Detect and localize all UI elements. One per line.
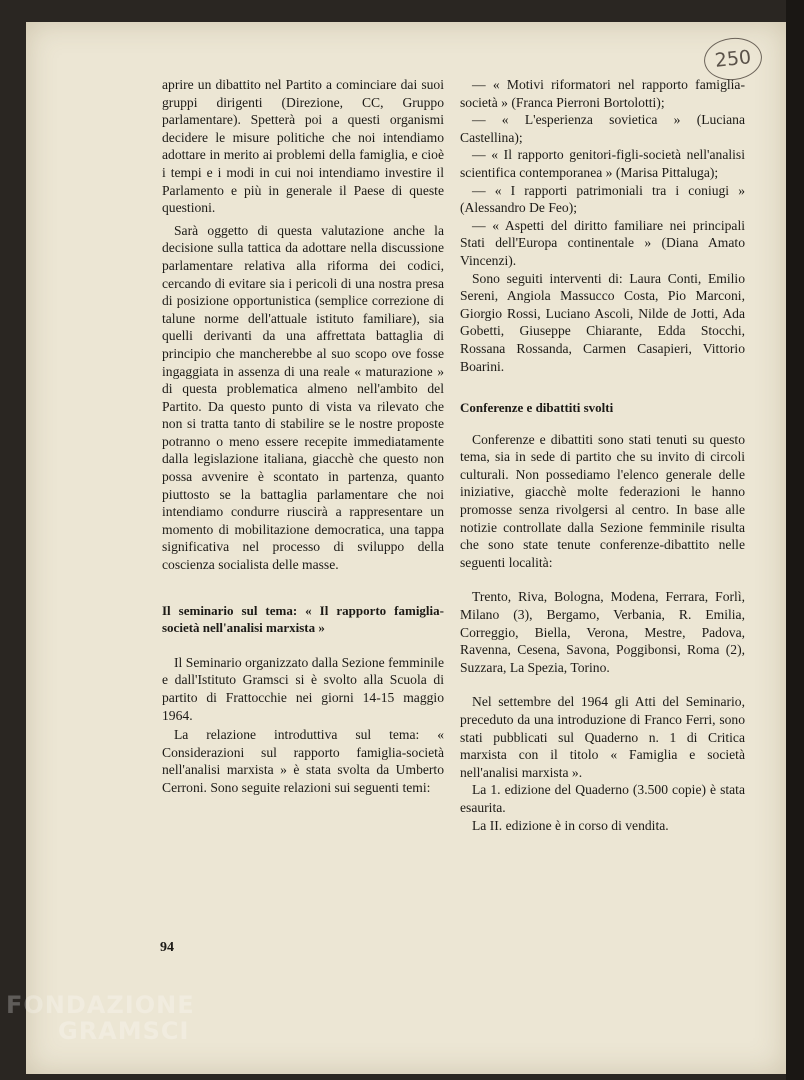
topics-list	[460, 76, 745, 270]
paragraph-conferences: Conferenze e dibattiti sono stati tenuti su questo tema, sia in sede di partito che su invito di circoli culturali. Non possediamo l'elenco generale delle iniziative, giacchè molte federazioni le hanno promosse senza rivolgersi al centro. In base alle notizie controllate dalla Sezione femminile risulta che sono state tenute conferenze-dibattito nelle seguenti località:	[460, 431, 745, 570]
page-number: 94	[160, 940, 174, 955]
paragraph-locations: Trento, Riva, Bologna, Modena, Ferrara, Forlì, Milano (3), Bergamo, Verbania, R. Emilia, Correggio, Biella, Verona, Mestre, Padova, Ravenna, Cesena, Savona, Poggibonsi, Roma (2), Suzzara, La Spezia, Torino.	[460, 589, 745, 675]
topic-item: — « I rapporti patrimoniali tra i coniugi » (Alessandro De Feo);	[460, 182, 745, 216]
paragraph-interventions: Sono seguiti interventi di: Laura Conti, Emilio Sereni, Angiola Massucco Costa, Pio Marconi, Giorgio Rossi, Luciano Ascoli, Nilde de Jotti, Ada Gobetti, Giuseppe Chiarante, Edda Stocchi, Rossana Rossanda, Carmen Casapieri, Vittorio Boarini.	[460, 270, 745, 374]
topic-item: — « Aspetti del diritto familiare nei principali Stati dell'Europa continentale » (Diana Amato Vincenzi).	[460, 217, 745, 268]
topic-item: — « L'esperienza sovietica » (Luciana Castellina);	[460, 112, 745, 145]
paragraph-seminar-organized: Il Seminario organizzato dalla Sezione femminile e dall'Istituto Gramsci si è svolto alla Scuola di partito di Frattocchie nei giorni 14-15 maggio 1964.	[162, 654, 444, 723]
document-page	[26, 22, 786, 1074]
paragraph-proceedings: Nel settembre del 1964 gli Atti del Seminario, preceduto da una introduzione di Franco Ferri, sono stati pubblicati sul Quaderno n. 1 di Critica marxista con il titolo « Famiglia e società nell'analisi marxista ».	[460, 694, 745, 780]
paragraph-second-edition: La II. edizione è in corso di vendita.	[472, 817, 669, 833]
scan-edge	[786, 0, 804, 1080]
section-heading-conferences: Conferenze e dibattiti svolti	[460, 400, 614, 416]
handwritten-page-number: 250	[702, 35, 764, 83]
left-column	[162, 76, 444, 797]
watermark-logo: FONDAZIONE GRAMSCI	[6, 991, 195, 1045]
paragraph-first-edition: La 1. edizione del Quaderno (3.500 copie) è stata esaurita.	[460, 782, 745, 815]
section-heading-seminar: Il seminario sul tema: « Il rapporto famiglia-società nell'analisi marxista »	[162, 602, 444, 636]
right-column	[460, 76, 745, 834]
topic-item: — « Il rapporto genitori-figli-società nell'analisi scientifica contemporanea » (Marisa Pittaluga);	[460, 147, 745, 180]
topic-item: — « Motivi riformatori nel rapporto famiglia-società » (Franca Pierroni Bortolotti);	[460, 77, 745, 110]
paragraph-tactics: Sarà oggetto di questa valutazione anche la decisione sulla tattica da adottare nella discussione parlamentare relativa alla riforma dei codici, cercando di evitare sia i pericoli di una nostra presa di posizione opportunistica (semplice correzione di talune norme dell'attuale istituto familiare), sia quelli derivanti da una affrettata battaglia di principio che mancherebbe al suo scopo ove fosse ingaggiata in assenza di una reale « maturazione » di questa problematica almeno nell'ambito del Partito. Da questo punto di vista va rilevato che non si tratta tanto di stabilire se le nostre proposte potranno o meno essere recepite immediatamente dalla legislazione italiana, giacchè che questo non possa avvenire è scontato in partenza, quanto piuttosto se la battaglia parlamentare che noi intendiamo condurre riuscirà a rappresentare un momento di mobilitazione democratica, una tappa significativa nel processo di sviluppo della coscienza socialista delle masse.	[162, 222, 444, 573]
paragraph-intro: aprire un dibattito nel Partito a cominciare dai suoi gruppi dirigenti (Direzione, CC, Gruppo parlamentare). Spetterà poi a questi organismi decidere le misure politiche che noi intendiamo adottare in merito ai problemi della famiglia, e cioè i tempi e i modi in cui noi intendiamo investire il Parlamento e più in generale il Paese di queste questioni.	[162, 77, 444, 216]
paragraph-seminar-relation: La relazione introduttiva sul tema: « Considerazioni sul rapporto famiglia-società nell'analisi marxista » è stata svolta da Umberto Cerroni. Sono seguite relazioni sui seguenti temi:	[162, 727, 444, 795]
